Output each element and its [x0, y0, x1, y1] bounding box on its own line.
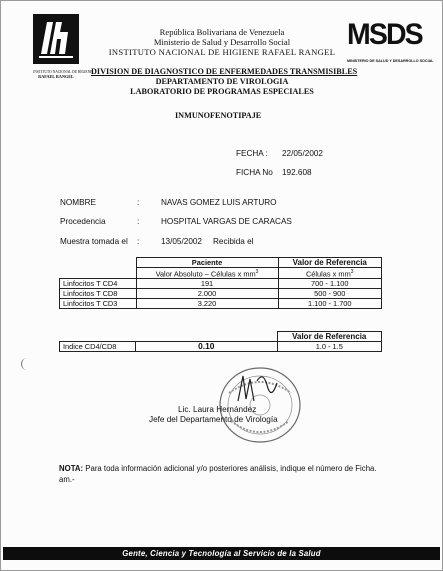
inh-logo-caption-1: INSTITUTO NACIONAL DE HIGIENE [33, 70, 93, 74]
table-row [60, 299, 382, 309]
subheader-referencia: Células x $mm^3$ [278, 268, 382, 279]
row-name: Indice CD4/CD8 [60, 342, 136, 352]
table-header-row [60, 258, 382, 268]
nota-line [59, 464, 429, 473]
muestra-value: 13/05/2002 [161, 237, 202, 246]
header-laboratory: LABORATORIO DE PROGRAMAS ESPECIALES [130, 87, 314, 96]
row-value: 3.220 [136, 299, 278, 309]
fecha-label: FECHA : [236, 149, 268, 158]
empty-cell [60, 332, 136, 342]
msds-logo-caption: MINISTERIO DE SALUD Y DESARROLLO SOCIAL [347, 59, 434, 63]
footer-bar [3, 547, 440, 560]
row-name: Linfocitos T CD3 [60, 299, 137, 309]
nota-text: Para toda información adicional y/o posteriores análisis, indique el número de Ficha. [85, 464, 377, 473]
row-value: 2.000 [136, 289, 278, 299]
table-header-row [60, 332, 382, 342]
row-name: Linfocitos T CD4 [60, 279, 137, 289]
header-institute: INSTITUTO NACIONAL DE HIGIENE RAFAEL RANGEL [108, 47, 336, 57]
header-referencia: Valor de Referencia [278, 258, 382, 268]
procedencia-value: HOSPITAL VARGAS DE CARACAS [161, 217, 292, 226]
fecha-value: 22/05/2002 [282, 149, 323, 158]
header-paciente: Paciente [136, 258, 278, 268]
procedencia-label: Procedencia [60, 217, 106, 226]
inh-logo [33, 14, 93, 79]
nombre-value: NAVAS GOMEZ LUIS ARTURO [161, 198, 277, 207]
doc-title: INMUNOFENOTIPAJE [175, 111, 262, 120]
row-ref: 500 - 900 [278, 289, 382, 299]
table-row [60, 279, 382, 289]
table-row [60, 289, 382, 299]
row-name: Linfocitos T CD8 [60, 289, 137, 299]
ficha-value: 192.608 [282, 168, 312, 177]
msds-logo-text: MSDS [347, 18, 422, 51]
index-table [59, 331, 382, 352]
nombre-label: NOMBRE [60, 198, 96, 207]
procedencia-sep: : [137, 217, 140, 226]
muestra-label: Muestra tomada el [60, 237, 128, 246]
row-ref: 700 - 1.100 [278, 279, 382, 289]
nota-initials: am.- [59, 475, 75, 484]
header-referencia: Valor de Referencia [277, 332, 382, 342]
empty-cell [136, 332, 278, 342]
table-subheader-row [60, 268, 382, 279]
nota-label: NOTA: [59, 464, 84, 473]
msds-logo [347, 19, 435, 71]
recibida-label: Recibida el [213, 237, 254, 246]
signatory-name: Lic. Laura Hernández [178, 405, 257, 414]
margin-mark [21, 358, 28, 370]
ficha-label: FICHA No [236, 168, 273, 177]
empty-cell [60, 258, 137, 268]
header-ministry: Ministerio de Salud y Desarrollo Social [153, 37, 291, 47]
header-division: DIVISION DE DIAGNOSTICO DE ENFERMEDADES TRANSMISIBLES [91, 67, 358, 76]
nombre-sep: : [137, 198, 140, 207]
row-value: 191 [136, 279, 278, 289]
footer-slogan: Gente, Ciencia y Tecnología al Servicio de la Salud [122, 549, 321, 558]
header-department: DEPARTAMENTO DE VIROLOGIA [155, 77, 289, 86]
header-republic: República Bolivariana de Venezuela [159, 27, 285, 37]
row-ref: 1.100 - 1.700 [278, 299, 382, 309]
muestra-sep: : [137, 237, 140, 246]
empty-cell [60, 268, 137, 279]
inh-logo-caption-2: RAFAEL RANGEL [38, 74, 74, 79]
signatory-title: Jefe del Departamento de Virología [149, 415, 278, 424]
table-row [60, 342, 382, 352]
inh-logo-mark [33, 14, 79, 64]
row-value: 0.10 [136, 342, 278, 352]
lymphocyte-table [59, 257, 382, 309]
subheader-paciente: Valor Absoluto – Células x $mm^3$ [136, 268, 278, 279]
row-ref: 1.0 - 1.5 [277, 342, 382, 352]
